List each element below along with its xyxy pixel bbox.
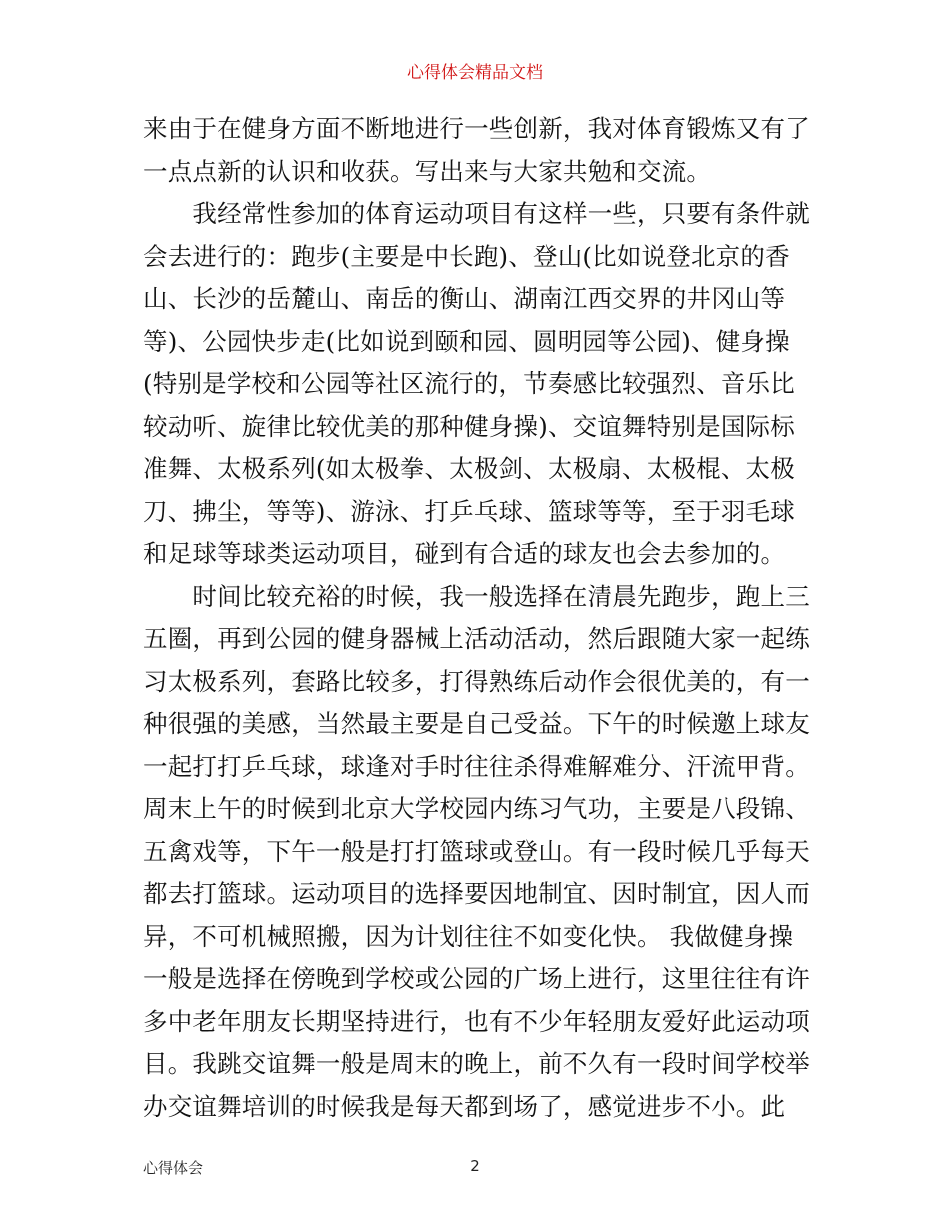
body-line: 准舞、太极系列(如太极拳、太极剑、太极扇、太极棍、太极 bbox=[143, 454, 795, 483]
body-line: (特别是学校和公园等社区流行的，节奏感比较强烈、音乐比 bbox=[143, 369, 795, 398]
body-line: 时间比较充裕的时候，我一般选择在清晨先跑步，跑上三 bbox=[143, 581, 810, 611]
body-line: 一起打打乒乓球，球逢对手时往往杀得难解难分、汗流甲背。 bbox=[143, 751, 810, 781]
page-number: 2 bbox=[470, 1157, 480, 1175]
body-line: 习太极系列，套路比较多，打得熟练后动作会很优美的，有一 bbox=[143, 666, 810, 696]
body-line: 较动听、旋律比较优美的那种健身操)、交谊舞特别是国际标 bbox=[143, 411, 795, 441]
body-line: 我经常性参加的体育运动项目有这样一些，只要有条件就 bbox=[143, 199, 810, 228]
body-line: 一点点新的认识和收获。写出来与大家共勉和交流。 bbox=[143, 156, 712, 186]
body-line: 办交谊舞培训的时候我是每天都到场了，感觉进步不小。此 bbox=[143, 1091, 786, 1121]
body-line: 目。我跳交谊舞一般是周末的晚上，前不久有一段时间学校举 bbox=[143, 1049, 810, 1078]
body-line: 种很强的美感，当然最主要是自己受益。下午的时候邀上球友 bbox=[143, 709, 810, 738]
body-line: 多中老年朋友长期坚持进行，也有不少年轻朋友爱好此运动项 bbox=[143, 1006, 810, 1036]
body-line: 刀、拂尘，等等)、游泳、打乒乓球、篮球等等，至于羽毛球 bbox=[143, 496, 795, 526]
body-line: 等)、公园快步走(比如说到颐和园、圆明园等公园)、健身操 bbox=[143, 326, 790, 356]
body-line: 都去打篮球。运动项目的选择要因地制宜、因时制宜，因人而 bbox=[143, 879, 810, 908]
body-line: 五圈，再到公园的健身器械上活动活动，然后跟随大家一起练 bbox=[143, 624, 810, 653]
body-line: 异，不可机械照搬，因为计划往往不如变化快。 我做健身操 bbox=[143, 921, 794, 951]
body-line: 一般是选择在傍晚到学校或公园的广场上进行，这里往往有许 bbox=[143, 964, 810, 993]
footer-label: 心得体会 bbox=[143, 1159, 204, 1177]
body-line: 山、长沙的岳麓山、南岳的衡山、湖南江西交界的井冈山等 bbox=[143, 284, 786, 313]
body-line: 会去进行的：跑步(主要是中长跑)、登山(比如说登北京的香 bbox=[143, 241, 790, 271]
body-line: 五禽戏等，下午一般是打打篮球或登山。有一段时候几乎每天 bbox=[143, 836, 810, 866]
page-header-title: 心得体会精品文档 bbox=[407, 63, 543, 83]
body-line: 来由于在健身方面不断地进行一些创新，我对体育锻炼又有了 bbox=[143, 114, 810, 143]
document-body bbox=[143, 108, 815, 1128]
body-line: 周末上午的时候到北京大学校园内练习气功，主要是八段锦、 bbox=[143, 794, 810, 823]
body-line: 和足球等球类运动项目，碰到有合适的球友也会去参加的。 bbox=[143, 539, 786, 568]
